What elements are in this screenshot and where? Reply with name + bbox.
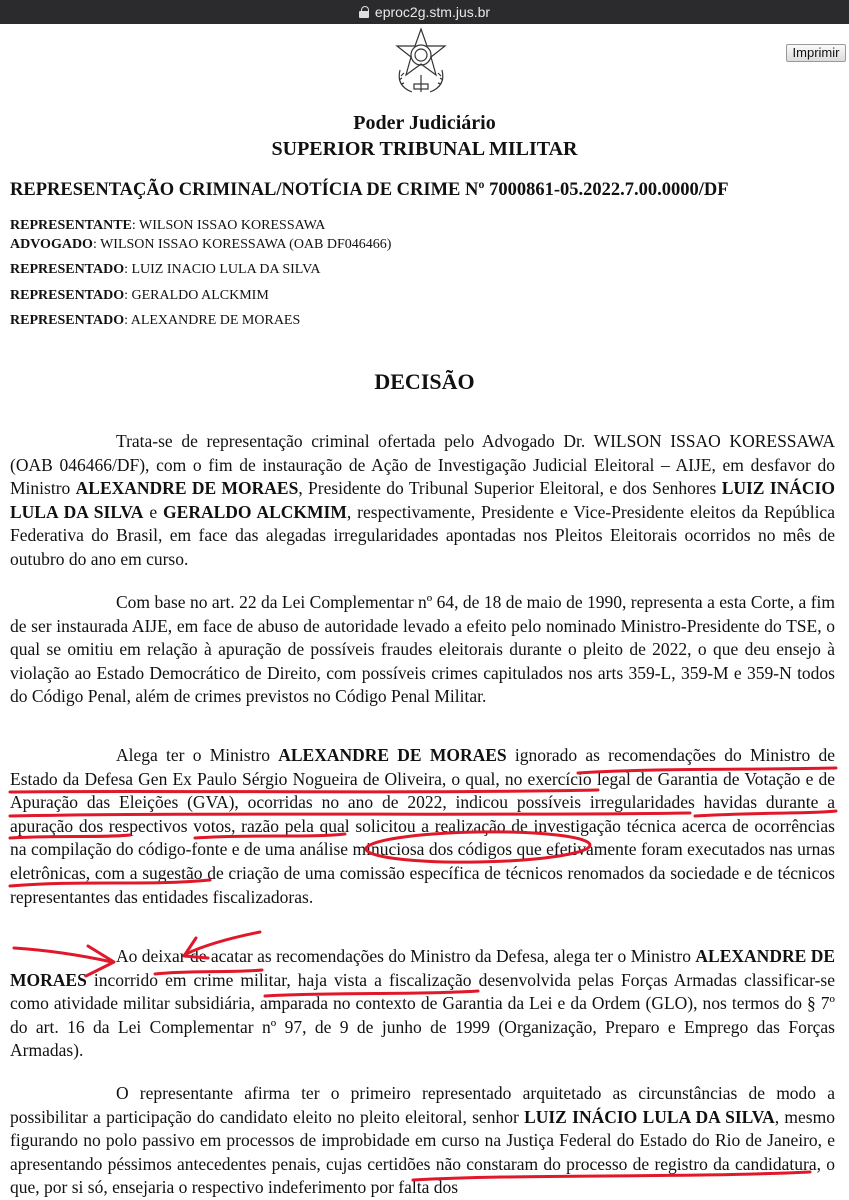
paragraph-4 (10, 945, 835, 1063)
text-segment: Trata-se de representação criminal ofertada pelo Advogado Dr. WILSON ISSAO KORESSAWA (OAB 046466/DF), com o fim de instauração de Ação de Investigação Judicial Eleitoral – AIJE, em desfavor do Ministro (10, 431, 835, 499)
bold-name: LUIZ INÁCIO LULA DA SILVA (524, 1106, 775, 1127)
party-name: LUIZ INACIO LULA DA SILVA (131, 262, 321, 277)
party-name: ALEXANDRE DE MORAES (130, 313, 301, 328)
party-role: ADVOGADO (10, 237, 93, 252)
party-name: WILSON ISSAO KORESSAWA (139, 218, 326, 233)
text-segment: Ao deixar de acatar as recomendações do Ministro da Defesa, alega ter o Ministro (116, 946, 696, 966)
bold-name: LUIZ INÁCIO LULA DA SILVA (10, 478, 835, 522)
text-segment: O representante afirma ter o primeiro representado arquitetado as circunstâncias de modo a possibilitar a participação do candidato eleito no pleito eleitoral, senhor (10, 1083, 835, 1127)
party-role: REPRESENTADO (10, 313, 125, 328)
paragraph-1 (10, 430, 835, 572)
paragraph-3 (10, 744, 835, 909)
text-segment: e (143, 501, 164, 522)
text-segment: , mesmo figurando no polo passivo em processos de improbidade em curso na Justiça Federal do Estado do Rio de Janeiro, e apresentando péssimos antecedentes penais, cujas certidões não constaram do processo de registro da candidatura, o que, por si só, ensejaria o respectivo indeferimento por falta dos (10, 1106, 835, 1198)
text-segment: Com base no art. 22 da Lei Complementar nº 64, de 18 de maio de 1990, representa a esta Corte, a fim de ser instaurada AIJE, em face de abuso de autoridade levado a efeito pelo nominado Ministro-Presidente do TSE, o qual se omitiu em relação à apuração de possíveis fraudes eleitorais durante o pleito de 2022, o que deu ensejo à violação ao Estado Democrático de Direito, com possíveis crimes capitulados nos arts 359-L, 359-M e 359-N todos do Código Penal, além de crimes previstos no Código Penal Militar. (10, 592, 835, 707)
bold-name: ALEXANDRE DE MORAES (75, 478, 299, 499)
party-name: WILSON ISSAO KORESSAWA (OAB DF046466) (100, 237, 392, 252)
decision-title: DECISÃO (374, 369, 475, 394)
party-name: GERALDO ALCKMIM (131, 288, 269, 303)
party-role: REPRESENTANTE (10, 218, 132, 233)
party-line-representado-moraes: REPRESENTADO: ALEXANDRE DE MORAES (10, 313, 301, 328)
case-title: REPRESENTAÇÃO CRIMINAL/NOTÍCIA DE CRIME Nº 7000861-05.2022.7.00.0000/DF (10, 180, 729, 200)
bold-name: ALEXANDRE DE MORAES (278, 745, 507, 765)
party-role: REPRESENTADO (10, 288, 125, 303)
text-segment: , respectivamente, Presidente e Vice-Presidente eleitos da República Federativa do Brasil, em face das alegadas irregularidades apontadas nos Pleitos Eleitorais ocorridos no mês de outubro do ano em curso. (10, 501, 835, 569)
browser-address-bar[interactable] (0, 0, 849, 24)
text-segment: , Presidente do Tribunal Superior Eleitoral, e dos Senhores (298, 478, 722, 499)
party-line-representante: REPRESENTANTE: WILSON ISSAO KORESSAWA (10, 218, 326, 233)
print-button[interactable]: Imprimir (786, 44, 846, 62)
brazil-coat-of-arms-icon (390, 26, 452, 98)
party-line-representado-lula: REPRESENTADO: LUIZ INACIO LULA DA SILVA (10, 262, 321, 277)
text-segment: Alega ter o Ministro (116, 745, 279, 765)
bold-name: ALEXANDRE DE MORAES (10, 946, 836, 990)
text-segment: ignorado as recomendações do Ministro de Estado da Defesa Gen Ex Paulo Sérgio Nogueira de Oliveira, o qual, no exercício legal de Garantia de Votação e de Apuração das Eleições (GVA), ocorridas no ano de 2022, indicou possíveis irregularidades havidas durante a apuração dos respectivos votos, razão pela qual solicitou a realização de investigação técnica acerca de ocorrências na compilação do código-fonte e de uma análise minuciosa dos códigos que efetivamente foram executados nas urnas eletrônicas, com a sugestão de criação de uma comissão específica de técnicos renomados da sociedade e de técnicos representantes das entidades fiscalizadoras. (10, 745, 835, 907)
judiciary-heading: Poder Judiciário (353, 112, 496, 134)
text-segment: incorrido em crime militar, haja vista a fiscalização desenvolvida pelas Forças Armadas classificar-se como atividade militar subsidiária, amparada no contexto de Garantia da Lei e da Ordem (GLO), nos termos do § 7º do art. 16 da Lei Complementar nº 97, de 9 de junho de 1999 (Organização, Preparo e Emprego das Forças Armadas). (10, 969, 835, 1061)
lock-icon (359, 6, 369, 18)
paragraph-5 (10, 1082, 835, 1200)
party-line-representado-alckmim: REPRESENTADO: GERALDO ALCKMIM (10, 288, 269, 303)
party-role: REPRESENTADO (10, 262, 125, 277)
url-text: eproc2g.stm.jus.br (374, 4, 491, 20)
paragraph-2 (10, 591, 835, 709)
court-heading: SUPERIOR TRIBUNAL MILITAR (271, 138, 578, 160)
bold-name: GERALDO ALCKMIM (163, 501, 347, 522)
party-line-advogado: ADVOGADO: WILSON ISSAO KORESSAWA (OAB DF046466) (10, 237, 392, 252)
